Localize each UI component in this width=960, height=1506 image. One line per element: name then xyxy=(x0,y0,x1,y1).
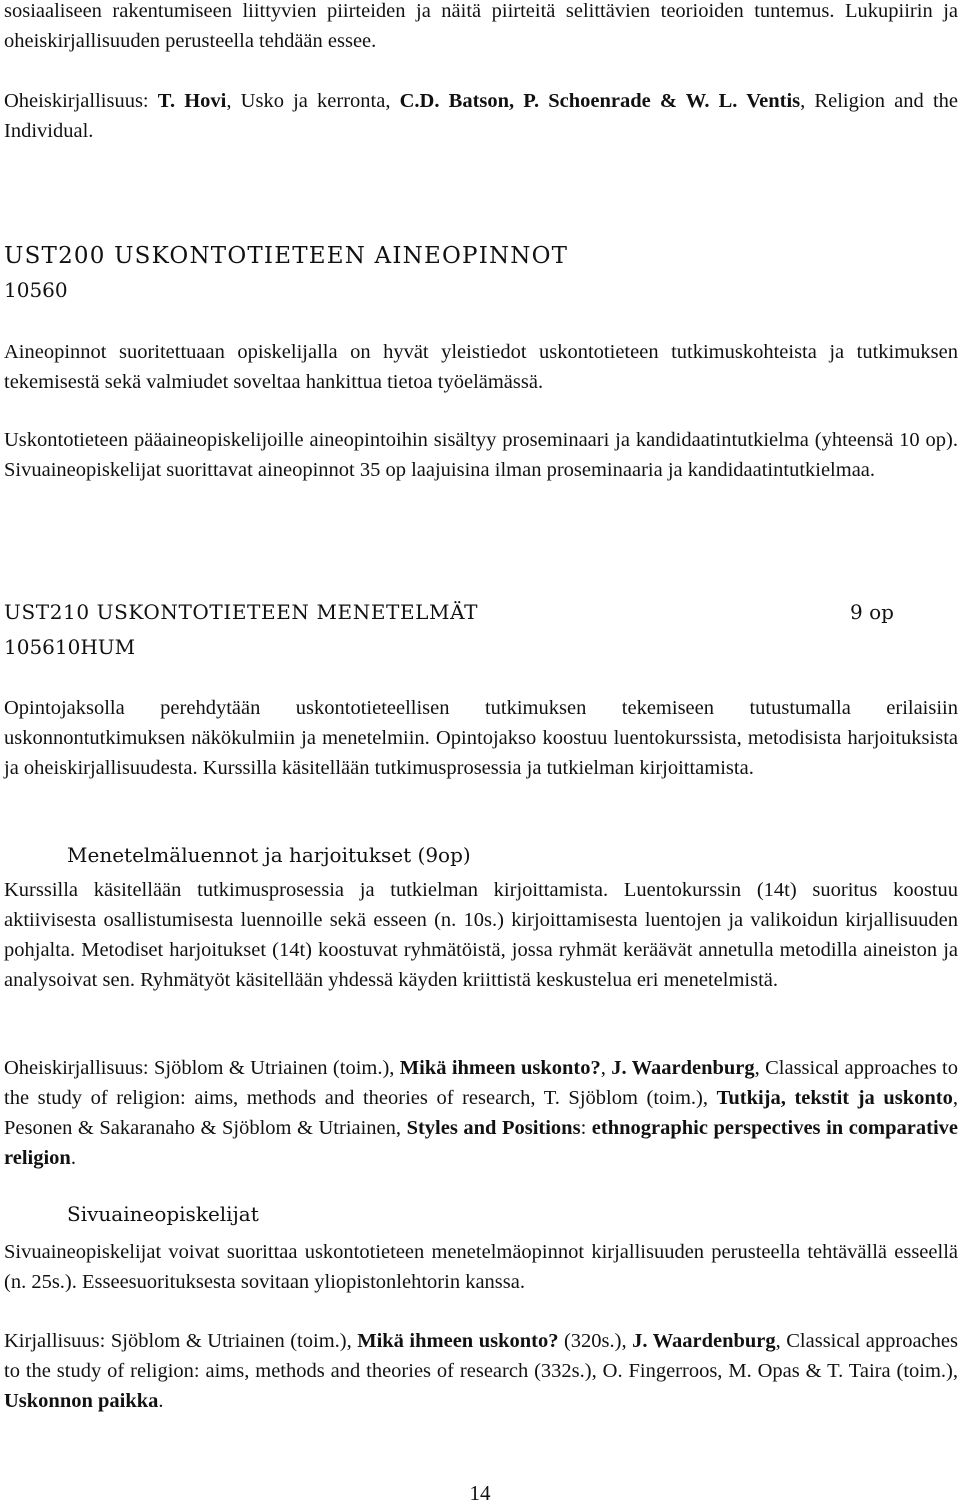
minlit-lead: Kirjallisuus: Sjöblom & Utriainen (toim.), xyxy=(4,1330,358,1352)
minlit-pages: (320s.), xyxy=(558,1330,633,1352)
page-number: 14 xyxy=(469,1481,491,1505)
ust210-text-2: Kurssilla käsitellään tutkimusprosessia ja tutkielman kirjoittamista. Luentokurssin (14t) suoritus koostuu aktiivisesta osallistumisesta luennoille sekä esseen (n. 10s.) kirjoittamisesta luentojen ja valikoidun kirjallisuuden pohjalta. Metodiset harjoitukset (14t) koostuvat ryhmätöistä, jossa ryhmät keräävät annetulla metodilla aineiston ja analysoivat sen. Ryhmätyöt käsitellään yhdessä käyden kriittistä keskustelua eri menetelmistä. xyxy=(4,879,958,991)
literature-lead: Oheiskirjallisuus: xyxy=(4,90,158,112)
author-hovi: T. Hovi xyxy=(157,90,227,112)
ust200-code-block xyxy=(4,275,958,305)
ust200-text-2: Uskontotieteen pääaineopiskelijoille aineopintoihin sisältyy proseminaari ja kandidaatintutkielma (yhteensä 10 op). Sivuaineopiskelijat suorittavat aineopinnot 35 op laajuisina ilman proseminaaria ja kandidaatintutkielmaa. xyxy=(4,429,958,481)
lit-pesonen: , Pesonen & Sakaranaho & Sjöblom & Utriainen, xyxy=(4,1087,958,1139)
ust210-text-4: Sivuaineopiskelijat voivat suorittaa uskontotieteen menetelmäopinnot kirjallisuuden perusteella tehtävällä esseellä (n. 25s.). Esseesuorituksesta sovitaan yliopistonlehtorin kanssa. xyxy=(4,1241,958,1293)
ust210-minor-students xyxy=(4,1237,958,1297)
minlit-title-mika: Mikä ihmeen uskonto? xyxy=(357,1330,559,1352)
title-religion: , Religion and the Individual. xyxy=(4,90,958,142)
lit-title-styles: Styles and Positions xyxy=(406,1117,581,1139)
lit-author-waardenburg: J. Waardenburg xyxy=(611,1057,755,1079)
ust200-code: 10560 xyxy=(4,278,68,302)
ust210-credits: 9 op xyxy=(850,600,894,624)
ust210-text-1: Opintojaksolla perehdytään uskontotieteellisen tutkimuksen tekemiseen tutustumalla erilaisiin uskonnontutkimuksen näkökulmiin ja menetelmiin. Opintojakso koostuu luentokurssista, metodisista harjoituksista ja oheiskirjallisuudesta. Kurssilla käsitellään tutkimusprosessia ja tutkielman kirjoittamista. xyxy=(4,697,958,779)
subheading-menetelmaluennot: Menetelmäluennot ja harjoitukset (9op) xyxy=(67,843,471,867)
lit-end: . xyxy=(70,1147,76,1169)
ust210-lectures xyxy=(4,875,958,995)
ust200-heading-block xyxy=(4,241,958,271)
ust200-requirements xyxy=(4,425,958,485)
lit-colon: : xyxy=(580,1117,592,1139)
minlit-end: . xyxy=(158,1390,164,1412)
ust210-description xyxy=(4,693,958,783)
intro-text: sosiaaliseen rakentumiseen liittyvien piirteiden ja näitä piirteitä selittävien teorioiden tuntemus. Lukupiirin ja oheiskirjallisuuden perusteella tehdään essee. xyxy=(4,0,958,52)
ust210-code: 105610HUM xyxy=(4,635,136,659)
ust210-code-block xyxy=(4,632,958,662)
lit-title-tutkija: Tutkija, tekstit ja uskonto xyxy=(716,1087,953,1109)
lit-title-mika: Mikä ihmeen uskonto? xyxy=(399,1057,601,1079)
lit-classical: , Classical approaches to the study of religion: aims, methods and theories of research, T. Sjöblom (toim.), xyxy=(4,1057,958,1109)
ust210-literature-text xyxy=(4,1053,958,1173)
minlit-author-waardenburg: J. Waardenburg xyxy=(632,1330,776,1352)
subheading-sivuaineopiskelijat: Sivuaineopiskelijat xyxy=(67,1202,259,1226)
ust200-text-1: Aineopinnot suoritettuaan opiskelijalla on hyvät yleistiedot uskontotieteen tutkimuskohteista ja tutkimuksen tekemisestä sekä valmiudet soveltaa hankittua tietoa työelämässä. xyxy=(4,341,958,393)
ust210-heading: UST210 USKONTOTIETEEN MENETELMÄT xyxy=(4,600,479,624)
intro-literature-text xyxy=(4,86,958,146)
title-usko: , Usko ja kerronta, xyxy=(226,90,400,112)
ust210-minor-literature xyxy=(4,1326,958,1416)
minlit-classical: , Classical approaches to the study of religion: aims, methods and theories of research (332s.), O. Fingerroos, M. Opas & T. Taira (toim.), xyxy=(4,1330,958,1382)
intro-paragraph xyxy=(4,0,958,56)
author-batson: C.D. Batson, P. Schoenrade & W. L. Ventis xyxy=(399,90,801,112)
minlit-title-uskonnon-paikka: Uskonnon paikka xyxy=(4,1390,159,1412)
lit-sep: , xyxy=(600,1057,612,1079)
ust210-heading-row xyxy=(4,597,958,627)
lit-title-ethnographic: ethnographic perspectives in comparative religion xyxy=(4,1117,958,1169)
ust200-heading: UST200 USKONTOTIETEEN AINEOPINNOT xyxy=(4,243,569,269)
ust210-minor-literature-text xyxy=(4,1326,958,1416)
intro-literature xyxy=(4,86,958,146)
lit-lead: Oheiskirjallisuus: Sjöblom & Utriainen (toim.), xyxy=(4,1057,400,1079)
ust210-literature xyxy=(4,1053,958,1173)
ust200-description xyxy=(4,337,958,397)
